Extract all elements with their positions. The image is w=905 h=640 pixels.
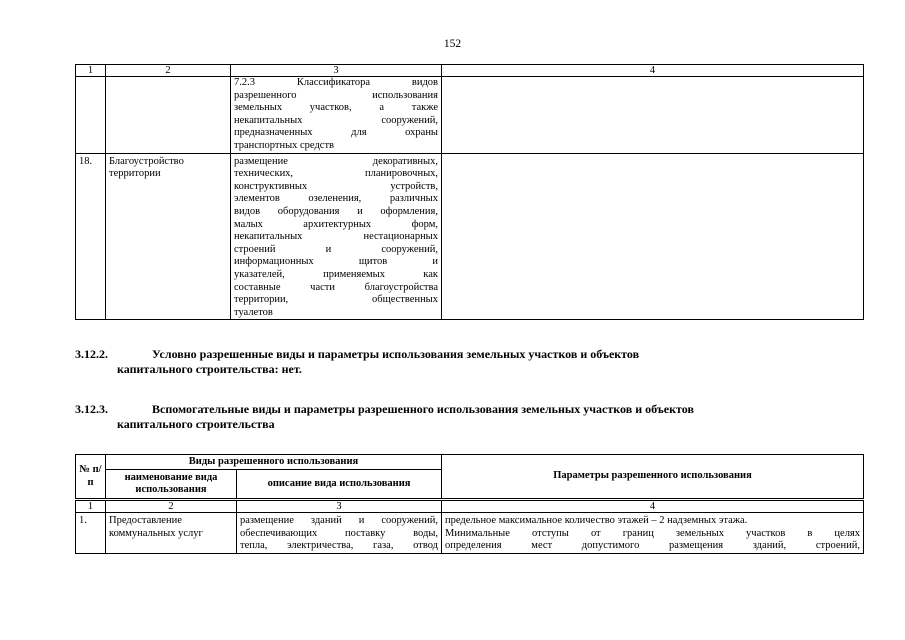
row-desc-cell bbox=[237, 513, 442, 554]
column-number-row bbox=[76, 500, 864, 513]
desc-line: указателей, применяемых как bbox=[234, 268, 438, 280]
section-number: 3.12.3. bbox=[75, 402, 108, 416]
row-num-cell bbox=[76, 77, 106, 154]
row-desc-cell bbox=[231, 77, 442, 154]
header-group: Виды разрешенного использования bbox=[106, 455, 442, 470]
desc-line: некапитальных нестационарных bbox=[234, 231, 438, 243]
section-3-12-2 bbox=[75, 347, 865, 379]
param-line: Минимальные отступы от границ земельных участков в целях bbox=[445, 527, 861, 539]
col-number-1: 1 bbox=[76, 65, 106, 77]
table-row bbox=[76, 77, 864, 154]
table-row bbox=[76, 513, 864, 554]
param-line: определения мест допустимого размещения зданий, строений, bbox=[445, 540, 861, 552]
row-name-cell: Благоустройство территории bbox=[106, 153, 231, 320]
desc-line: некапитальных сооружений, bbox=[234, 114, 438, 126]
col-number-4: 4 bbox=[442, 65, 864, 77]
desc-line: информационных щитов и bbox=[234, 256, 438, 268]
row-params-cell bbox=[442, 77, 864, 154]
table-row bbox=[76, 153, 864, 320]
desc-line: конструктивных устройств, bbox=[234, 180, 438, 192]
section-title-line2: капитального строительства bbox=[117, 417, 275, 431]
header-name: наименование вида использования bbox=[106, 470, 237, 500]
section-3-12-3 bbox=[75, 402, 865, 434]
desc-line: строений и сооружений, bbox=[234, 243, 438, 255]
desc-line: обеспечивающих поставку воды, bbox=[240, 527, 439, 539]
row-num-cell: 18. bbox=[76, 153, 106, 320]
row-desc-cell bbox=[231, 153, 442, 320]
desc-line: элементов озеленения, различных bbox=[234, 193, 438, 205]
desc-line: тепла, электричества, газа, отвод bbox=[240, 540, 439, 552]
col-number-3: 3 bbox=[237, 500, 442, 513]
desc-line: размещение зданий и сооружений, bbox=[240, 515, 439, 526]
desc-line: составные части благоустройства bbox=[234, 281, 438, 293]
row-params-cell bbox=[442, 513, 864, 554]
col-number-3: 3 bbox=[231, 65, 442, 77]
header-num: № п/п bbox=[76, 455, 106, 500]
desc-line: технических, планировочных, bbox=[234, 168, 438, 180]
desc-line: туалетов bbox=[234, 306, 273, 318]
desc-line: земельных участков, а также bbox=[234, 102, 438, 114]
param-line: предельное максимальное количество этажей – 2 надземных этажа. bbox=[445, 515, 748, 526]
desc-line: транспортных средств bbox=[234, 139, 335, 151]
row-params-cell bbox=[442, 153, 864, 320]
desc-line: размещение декоративных, bbox=[234, 155, 438, 167]
header-params: Параметры разрешенного использования bbox=[442, 455, 864, 500]
desc-line: 7.2.3 Классификатора видов bbox=[234, 77, 438, 88]
desc-line: видов оборудования и оформления, bbox=[234, 205, 438, 217]
desc-line: разрешенного использования bbox=[234, 89, 438, 101]
col-number-4: 4 bbox=[442, 500, 864, 513]
header-desc: описание вида использования bbox=[237, 470, 442, 500]
section-title-line1: Условно разрешенные виды и параметры использования земельных участков и объектов bbox=[152, 347, 640, 361]
header-row bbox=[76, 455, 864, 470]
row-name-cell: Предоставление коммунальных услуг bbox=[106, 513, 237, 554]
desc-line: малых архитектурных форм, bbox=[234, 218, 438, 230]
col-number-2: 2 bbox=[106, 500, 237, 513]
auxiliary-uses-table bbox=[75, 454, 864, 554]
section-title-line2: капитального строительства: нет. bbox=[117, 362, 302, 376]
row-num-cell: 1. bbox=[76, 513, 106, 554]
desc-line: предназначенных для охраны bbox=[234, 127, 438, 139]
page-number: 152 bbox=[443, 38, 462, 50]
col-number-2: 2 bbox=[106, 65, 231, 77]
section-title-line1: Вспомогательные виды и параметры разрешенного использования земельных участков и объектов bbox=[152, 402, 694, 416]
section-number: 3.12.2. bbox=[75, 347, 108, 361]
column-number-row bbox=[76, 65, 864, 77]
col-number-1: 1 bbox=[76, 500, 106, 513]
desc-line: территории, общественных bbox=[234, 294, 438, 306]
permitted-uses-table-continued bbox=[75, 64, 864, 320]
row-name-cell bbox=[106, 77, 231, 154]
